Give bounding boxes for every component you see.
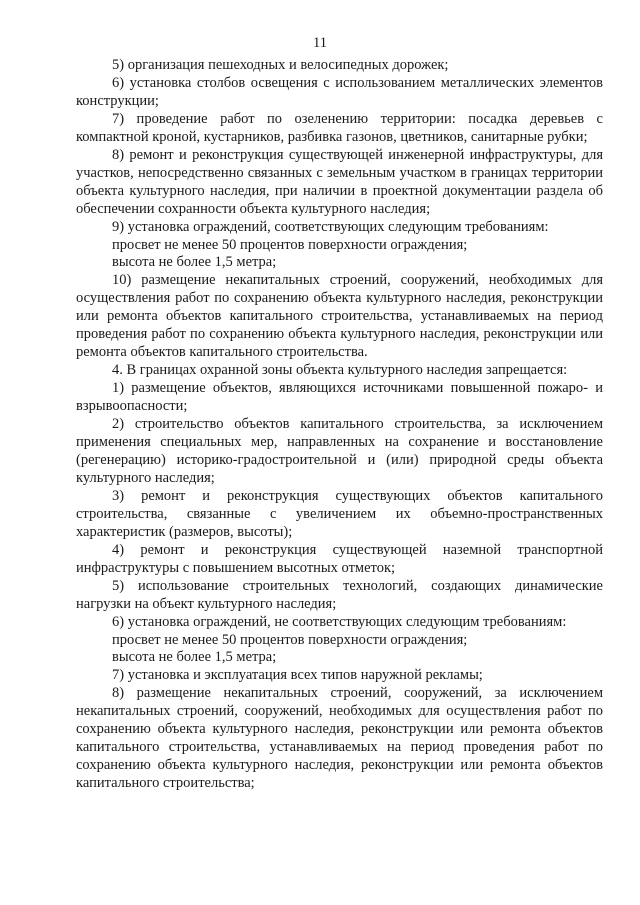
paragraph-8: 10) размещение некапитальных строений, сооружений, необходимых для осуществления работ по сохранению объекта культурного наследия, реконструкции или ремонта объектов капитального строительства, устанавливаемых на период проведения работ по сохранению объекта культурного наследия, реконструкции или ремонта объектов капитального строительства. (76, 272, 603, 361)
paragraph-5: 9) установка ограждений, соответствующих следующим требованиям: (112, 218, 549, 235)
paragraph-9: 4. В границах охранной зоны объекта культурного наследия запрещается: (112, 362, 568, 379)
paragraph-3: 7) проведение работ по озеленению территории: посадка деревьев с компактной кроной, кустарников, разбивка газонов, цветников, санитарные рубки; (76, 110, 603, 145)
document-body (76, 57, 603, 793)
paragraph-2: 6) установка столбов освещения с использованием металлических элементов конструкции; (76, 74, 603, 109)
paragraph-18: 7) установка и эксплуатация всех типов наружной рекламы; (112, 667, 483, 684)
paragraph-17: высота не более 1,5 метра; (112, 649, 277, 666)
paragraph-6: просвет не менее 50 процентов поверхности ограждения; (112, 236, 468, 253)
paragraph-12: 3) ремонт и реконструкция существующих объектов капитального строительства, связанные с увеличением их объемно-пространственных характеристик (размеров, высоты); (76, 487, 603, 540)
paragraph-4: 8) ремонт и реконструкция существующей инженерной инфраструктуры, для участков, непосредственно связанных с земельным участком в границах территории объекта культурного наследия, при наличии в проектной документации раздела об обеспечении сохранности объекта культурного наследия; (76, 146, 603, 217)
paragraph-19: 8) размещение некапитальных строений, сооружений, за исключением некапитальных строений, сооружений, необходимых для осуществления работ по сохранению объекта культурного наследия, реконструкции или ремонта объектов капитального строительства, устанавливаемых на период проведения работ по сохранению объекта культурного наследия, реконструкции или ремонта объектов капитального строительства; (76, 685, 603, 792)
paragraph-16: просвет не менее 50 процентов поверхности ограждения; (112, 631, 468, 648)
paragraph-7: высота не более 1,5 метра; (112, 254, 277, 271)
paragraph-10: 1) размещение объектов, являющихся источниками повышенной пожаро- и взрывоопасности; (76, 380, 603, 415)
paragraph-15: 6) установка ограждений, не соответствующих следующим требованиям: (112, 613, 567, 630)
page-number: 11 (313, 35, 327, 51)
paragraph-11: 2) строительство объектов капитального строительства, за исключением применения специальных мер, направленных на сохранение и восстановление (регенерацию) историко-градостроительной и (или) природной среды объекта культурного наследия; (76, 416, 603, 486)
paragraph-14: 5) использование строительных технологий, создающих динамические нагрузки на объект культурного наследия; (76, 577, 603, 612)
paragraph-13: 4) ремонт и реконструкция существующей наземной транспортной инфраструктуры с повышением высотных отметок; (76, 541, 603, 576)
paragraph-1: 5) организация пешеходных и велосипедных дорожек; (112, 57, 449, 73)
